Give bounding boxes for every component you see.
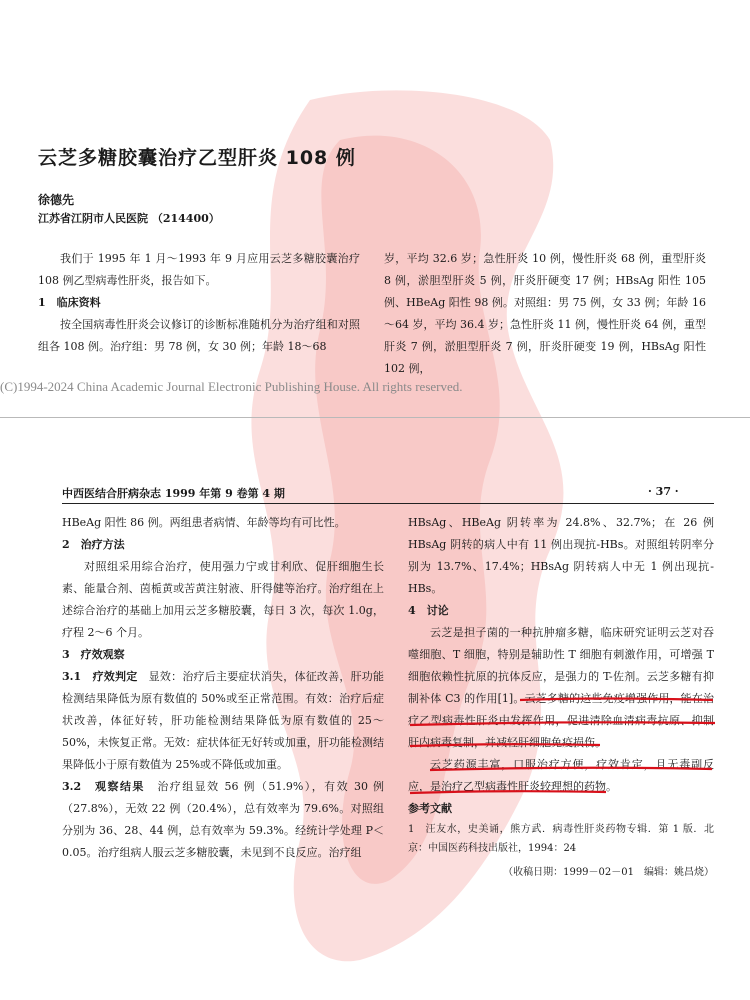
bottom-left-column xyxy=(62,512,384,864)
top-right-column xyxy=(384,248,706,380)
article-title: 云芝多糖胶囊治疗乙型肝炎 108 例 xyxy=(38,147,356,169)
seroconversion-paragraph: HBsAg、HBeAg 阴转率为 24.8%、32.7%；在 26 例 HBsAg 阴转的病人中有 11 例出现抗-HBs。对照组转阴率分别为 13.7%、17.4%；HBsAg 阴转病人中无 1 例出现抗-HBs。 xyxy=(408,516,714,595)
received-date-editor: （收稿日期：1999－02－01 编辑：姚昌烧） xyxy=(503,867,714,878)
efficacy-criteria-text: 显效：治疗后主要症状消失，体征改善，肝功能检测结果降低为原有数值的 50%或至正常范围。有效：治疗后症状改善，体征好转，肝功能检测结果降低为原有数值的 25～50%，未恢复正常。无效：症状体征无好转或加重，肝功能检测结果降低小于原有数值为 25%或不降低或加重。 xyxy=(62,670,385,771)
section-3-1-label: 3.1 疗效判定 xyxy=(62,670,138,683)
patient-stats-paragraph: 岁，平均 32.6 岁；急性肝炎 10 例，慢性肝炎 68 例，重型肝炎 8 例，淤胆型肝炎 5 例，肝炎肝硬变 17 例；HBsAg 阳性 105 例、HBeAg 阳性 98 例。对照组：男 75 例，女 33 例；年龄 16～64 岁，平均 36.4 岁；急性肝炎 11 例，慢性肝炎 64 例，重型肝炎 7 例，淤胆型肝炎 7 例，肝炎肝硬变 19 例，HBsAg 阳性 102 例， xyxy=(384,252,706,375)
conclusion-paragraph: 云芝药源丰富，口服治疗方便，疗效肯定，且无毒副反应，是治疗乙型病毒性肝炎较理想的药物。 xyxy=(408,758,714,793)
bottom-right-column xyxy=(408,512,714,884)
section-4-heading: 4 讨论 xyxy=(408,604,449,617)
author-affiliation: 江苏省江阴市人民医院 （214400） xyxy=(38,212,220,225)
section-3-2-label: 3.2 观察结果 xyxy=(62,780,145,793)
journal-header: 中西医结合肝病杂志 1999 年第 9 卷第 4 期 xyxy=(62,487,285,500)
section-2-heading: 2 治疗方法 xyxy=(62,538,125,551)
reference-1: 1 汪友水，史美诵，熊方武．病毒性肝炎药物专辑．第 1 版．北京：中国医药科技出版社，1994：24 xyxy=(408,824,714,854)
page-divider xyxy=(0,417,750,418)
references-heading: 参考文献 xyxy=(408,802,452,815)
section-1-heading: 1 临床资料 xyxy=(38,296,101,309)
discussion-paragraph: 云芝是担子菌的一种抗肿瘤多糖，临床研究证明云芝对吞噬细胞、T 细胞，特别是辅助性 T 细胞有刺激作用，可增强 T 细胞依赖性抗原的抗体反应，是强力的 T-佐剂。云芝多糖有抑制补体 C3 的作用[1]。云芝多糖的这些免疫增强作用，能在治疗乙型病毒性肝炎中发挥作用，促进清除血清病毒抗原、抑制肝内病毒复制，并减轻肝细胞免疫损伤。 xyxy=(408,626,714,749)
section-3-heading: 3 疗效观察 xyxy=(62,648,125,661)
top-left-column xyxy=(38,248,360,358)
header-rule xyxy=(62,503,714,504)
treatment-paragraph: 对照组采用综合治疗，使用强力宁或甘利欣、促肝细胞生长素、能量合剂、茵栀黄或苦黄注射液、肝得健等治疗。治疗组在上述综合治疗的基础上加用云芝多糖胶囊，每日 3 次，每次 1.0g，疗程 2～6 个月。 xyxy=(62,560,384,639)
intro-paragraph: 我们于 1995 年 1 月～1993 年 9 月应用云芝多糖胶囊治疗 108 例乙型病毒性肝炎，报告如下。 xyxy=(38,252,360,287)
comparability-paragraph: HBeAg 阳性 86 例。两组患者病情、年龄等均有可比性。 xyxy=(62,516,346,529)
author-name: 徐德先 xyxy=(38,193,75,207)
page-number: · 37 · xyxy=(648,485,679,498)
clinical-data-paragraph: 按全国病毒性肝炎会议修订的诊断标准随机分为治疗组和对照组各 108 例。治疗组：男 78 例，女 30 例；年龄 18～68 xyxy=(38,318,360,353)
copyright-notice: (C)1994-2024 China Academic Journal Electronic Publishing House. All rights reserved. xyxy=(0,379,463,394)
results-text: 治疗组显效 56 例（51.9%），有效 30 例（27.8%），无效 22 例（20.4%），总有效率为 79.6%。对照组分别为 36、28、44 例，总有效率为 59.3%。经统计学处理 P＜0.05。治疗组病人服云芝多糖胶囊，未见到不良反应。治疗组 xyxy=(62,780,384,859)
